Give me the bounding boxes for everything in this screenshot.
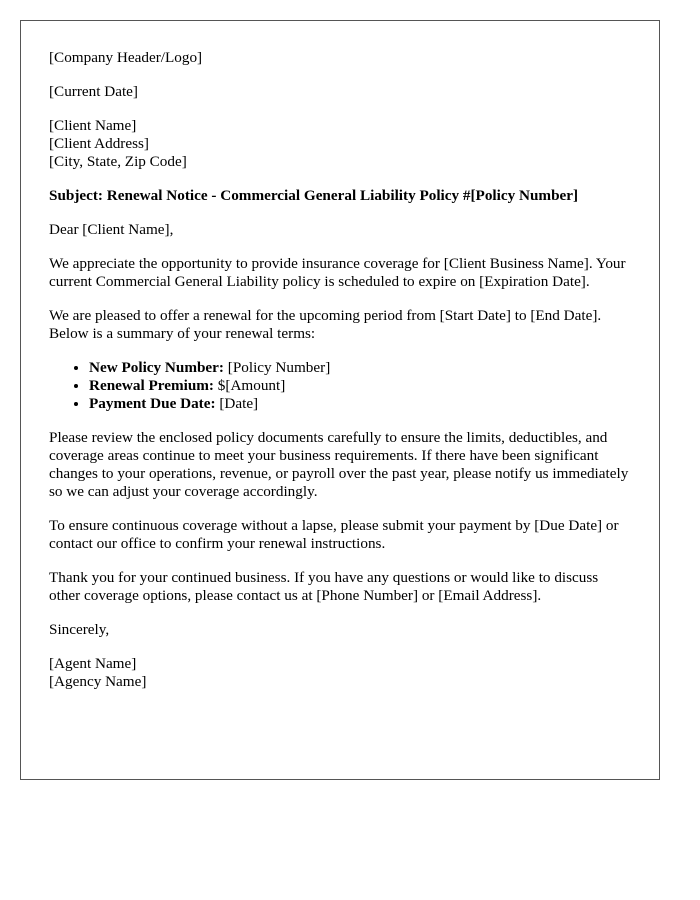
payment-paragraph: To ensure continuous coverage without a lapse, please submit your payment by [Due Date] or contact our office to confirm your renewal instructions. <box>49 517 619 552</box>
term-renewal-premium <box>89 377 631 395</box>
letter-document <box>20 20 660 780</box>
company-header: [Company Header/Logo] <box>49 49 203 66</box>
renewal-terms-list <box>49 359 631 413</box>
term-value: [Policy Number] <box>223 359 331 376</box>
term-payment-due-date <box>89 395 631 413</box>
term-label: Renewal Premium: <box>89 377 214 394</box>
recipient-block <box>49 117 631 171</box>
recipient-address: [Client Address] <box>49 135 149 152</box>
term-value: [Date] <box>215 395 259 412</box>
term-label: Payment Due Date: <box>89 395 216 412</box>
letter-date: [Current Date] <box>49 83 138 100</box>
term-label: New Policy Number: <box>89 359 224 376</box>
term-value: $[Amount] <box>214 377 286 394</box>
agent-name: [Agent Name] <box>49 655 137 672</box>
renewal-offer-paragraph: We are pleased to offer a renewal for the upcoming period from [Start Date] to [End Date]. Below is a summary of your renewal terms: <box>49 307 602 342</box>
closing: Sincerely, <box>49 621 110 638</box>
recipient-city-state-zip: [City, State, Zip Code] <box>49 153 187 170</box>
thank-you-paragraph: Thank you for your continued business. If you have any questions or would like to discuss other coverage options, please contact us at [Phone Number] or [Email Address]. <box>49 569 599 604</box>
agency-name: [Agency Name] <box>49 673 147 690</box>
subject-line: Subject: Renewal Notice - Commercial General Liability Policy #[Policy Number] <box>49 187 579 204</box>
review-paragraph: Please review the enclosed policy documents carefully to ensure the limits, deductibles, and coverage areas continue to meet your business requirements. If there have been significant changes to your operations, revenue, or payroll over the past year, please notify us immediately so we can adjust your coverage accordingly. <box>49 429 629 500</box>
intro-paragraph: We appreciate the opportunity to provide insurance coverage for [Client Business Name]. Your current Commercial General Liability policy is scheduled to expire on [Expiration Date]. <box>49 255 626 290</box>
recipient-name: [Client Name] <box>49 117 137 134</box>
term-policy-number <box>89 359 631 377</box>
salutation: Dear [Client Name], <box>49 221 174 238</box>
signature-block <box>49 655 631 691</box>
